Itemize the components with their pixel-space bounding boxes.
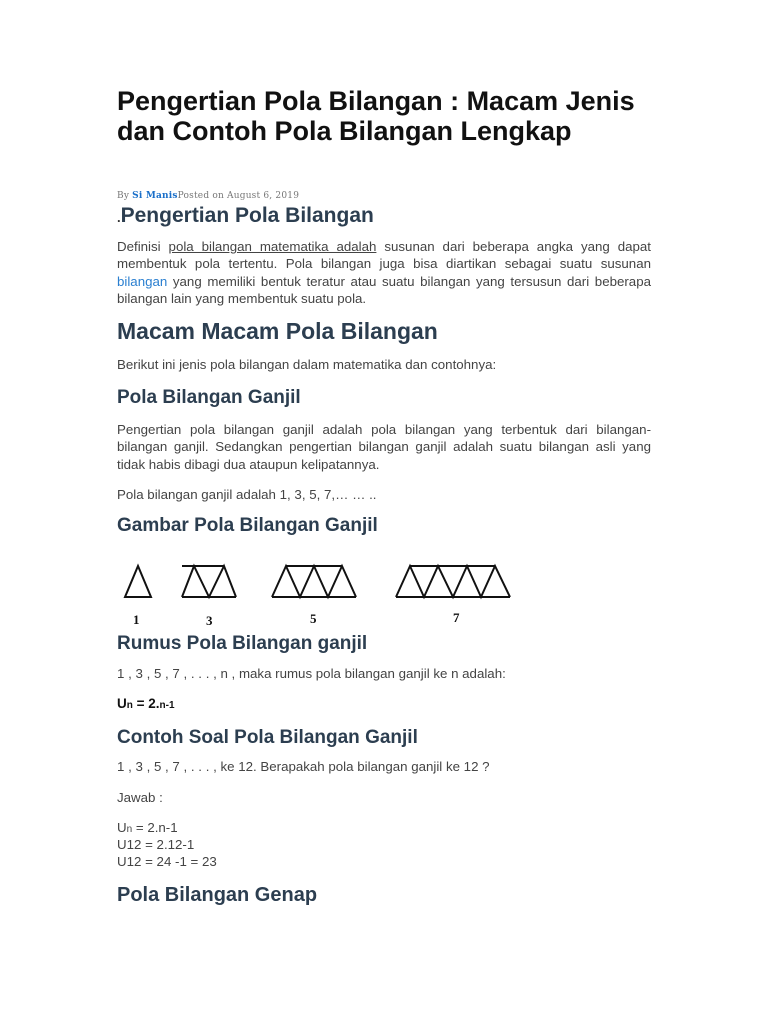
solution-u: U <box>117 820 127 835</box>
triangle-group-3 <box>182 566 236 597</box>
figure-label-1: 1 <box>133 612 140 627</box>
link-bilangan[interactable]: bilangan <box>117 273 168 289</box>
text-span: susunan dari beberapa angka yang dapat membentuk pola tertentu. Pola bilangan juga bisa diartikan sebagai suatu susunan <box>117 239 651 272</box>
heading-macam: Macam Macam Pola Bilangan <box>117 318 438 344</box>
text-span: Definisi <box>117 239 169 254</box>
byline-posted: Posted on <box>177 191 224 201</box>
heading-prefix: . <box>117 210 121 225</box>
solution-line-3: U12 = 24 -1 = 23 <box>117 854 217 869</box>
link-pola-bilangan[interactable]: pola bilangan matematika adalah <box>168 239 377 254</box>
paragraph-contoh-question: 1 , 3 , 5 , 7 , . . . , ke 12. Berapakah pola bilangan ganjil ke 12 ? <box>117 759 490 774</box>
formula-mid: = 2. <box>132 696 160 711</box>
formula-subscript: n <box>126 700 133 711</box>
article-title: Pengertian Pola Bilangan : Macam Jenis dan Contoh Pola Bilangan Lengkap <box>117 86 635 146</box>
triangle-group-5 <box>272 566 356 597</box>
article-byline <box>117 191 299 201</box>
paragraph-macam-intro: Berikut ini jenis pola bilangan dalam matematika dan contohnya: <box>117 357 497 372</box>
triangle-group-7 <box>396 566 510 597</box>
triangle-group-1 <box>125 566 151 597</box>
paragraph-ganjil-sequence: Pola bilangan ganjil adalah 1, 3, 5, 7,… … .. <box>117 487 377 502</box>
formula-end: n-1 <box>159 700 175 711</box>
odd-triangle-pattern-figure <box>112 555 532 631</box>
paragraph-ganjil: Pengertian pola bilangan ganjil adalah pola bilangan yang terbentuk dari bilangan-bilangan ganjil. Sedangkan pengertian bilangan ganjil adalah suatu bilangan asli yang tidak habis dibagi dua ataupun kelipatannya. <box>117 422 651 472</box>
post-date: August 6, 2019 <box>227 191 300 201</box>
paragraph-jawab: Jawab : <box>117 790 163 805</box>
formula-u: U <box>117 696 127 711</box>
paragraph-definisi <box>117 238 651 307</box>
author-link[interactable]: Si Manis <box>132 191 178 201</box>
figure-label-5: 5 <box>310 611 317 626</box>
heading-pengertian-text: Pengertian Pola Bilangan <box>120 204 374 227</box>
solution-subscript: n <box>126 824 133 835</box>
figure-label-3: 3 <box>206 613 213 628</box>
heading-genap: Pola Bilangan Genap <box>117 884 318 906</box>
formula-odd-pattern <box>117 696 175 711</box>
byline-by: By <box>117 191 130 201</box>
text-span: yang memiliki bentuk teratur atau suatu bilangan yang tersusun dari beberapa bilangan lain yang membentuk suatu pola. <box>117 273 651 306</box>
figure-label-7: 7 <box>453 610 460 625</box>
solution-rest: = 2.n-1 <box>132 820 178 835</box>
solution-line-2: U12 = 2.12-1 <box>117 837 195 852</box>
heading-pengertian <box>117 201 374 233</box>
heading-rumus: Rumus Pola Bilangan ganjil <box>117 633 368 654</box>
paragraph-rumus: 1 , 3 , 5 , 7 , . . . , n , maka rumus pola bilangan ganjil ke n adalah: <box>117 666 506 681</box>
heading-contoh: Contoh Soal Pola Bilangan Ganjil <box>117 727 418 748</box>
heading-gambar: Gambar Pola Bilangan Ganjil <box>117 515 378 536</box>
heading-ganjil: Pola Bilangan Ganjil <box>117 387 301 408</box>
